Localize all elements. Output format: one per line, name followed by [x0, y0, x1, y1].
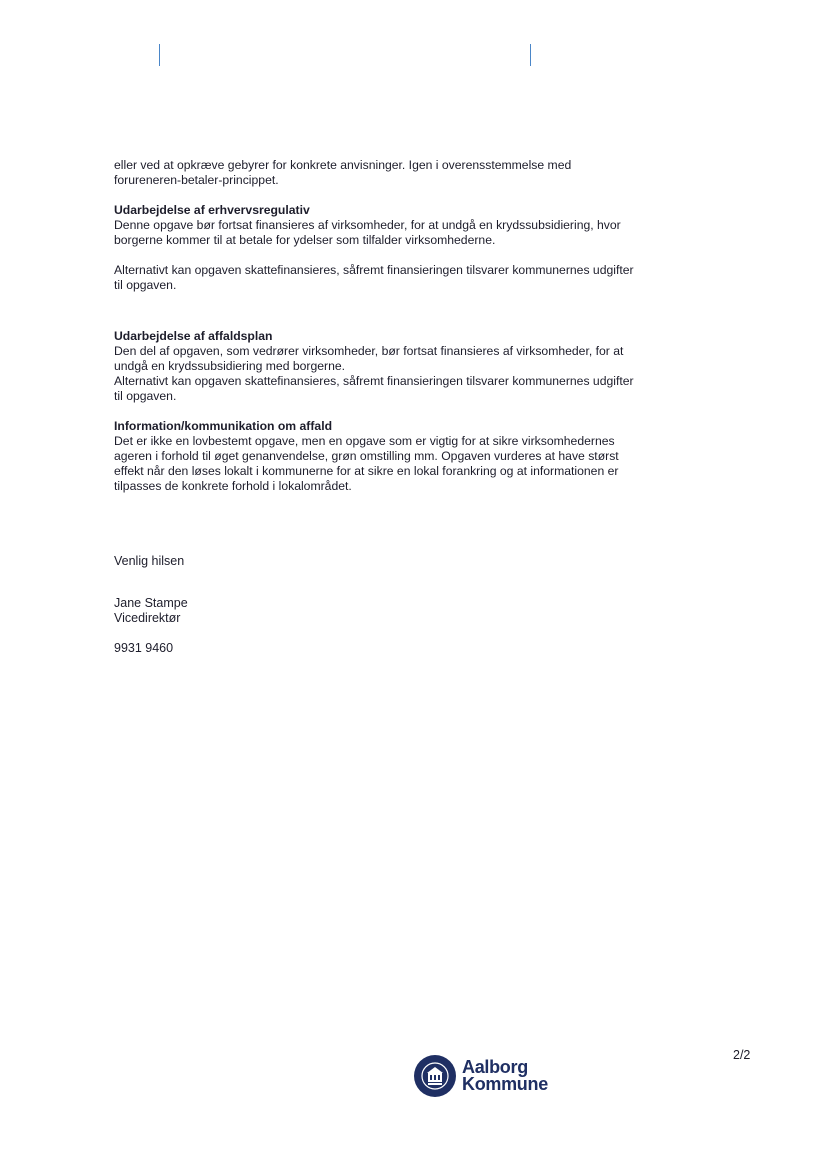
intro-paragraph: eller ved at opkræve gebyrer for konkrete anvisninger. Igen i overensstemmelse med forureneren-betaler-princippet. — [114, 158, 572, 187]
affaldsplan-body: Den del af opgaven, som vedrører virksomheder, bør fortsat finansieres af virksomheder, for at undgå en krydssubsidiering med borgerne. — [114, 344, 624, 373]
scan-mark-left — [159, 44, 160, 66]
aalborg-kommune-logo — [414, 1055, 558, 1097]
heading-erhvervsregulativ: Udarbejdelse af erhvervsregulativ — [114, 203, 310, 217]
closing-greeting: Venlig hilsen — [114, 554, 185, 568]
signer-phone: 9931 9460 — [114, 641, 174, 655]
information-body: Det er ikke en lovbestemt opgave, men en opgave som er vigtig for at sikre virksomhedernes ageren i forhold til øget genanvendelse, grøn omstilling mm. Opgaven vurderes at have størst effekt når den løses lokalt i kommunerne for at sikre en lokal forankring og at informationen er tilpasses de konkrete forhold i lokalområdet. — [114, 434, 619, 493]
page-number: 2/2 — [733, 1048, 751, 1062]
scan-mark-right — [530, 44, 531, 66]
affaldsplan-alternative: Alternativt kan opgaven skattefinansieres, såfremt finansieringen tilsvarer kommunernes udgifter til opgaven. — [114, 374, 634, 403]
letter-body — [114, 158, 634, 656]
heading-affaldsplan: Udarbejdelse af affaldsplan — [114, 329, 273, 343]
erhvervsregulativ-body: Denne opgave bør fortsat finansieres af virksomheder, for at undgå en krydssubsidiering, hvor borgerne kommer til at betale for ydelser som tilfalder virksomhederne. — [114, 218, 621, 247]
heading-information: Information/kommunikation om affald — [114, 419, 333, 433]
signer-title: Vicedirektør — [114, 611, 181, 625]
erhvervsregulativ-alternative: Alternativt kan opgaven skattefinansieres, såfremt finansieringen tilsvarer kommunernes udgifter til opgaven. — [114, 263, 634, 292]
signer-name: Jane Stampe — [114, 596, 188, 610]
aalborg-seal-icon — [414, 1055, 456, 1097]
logo-text: Aalborg Kommune — [462, 1057, 548, 1094]
